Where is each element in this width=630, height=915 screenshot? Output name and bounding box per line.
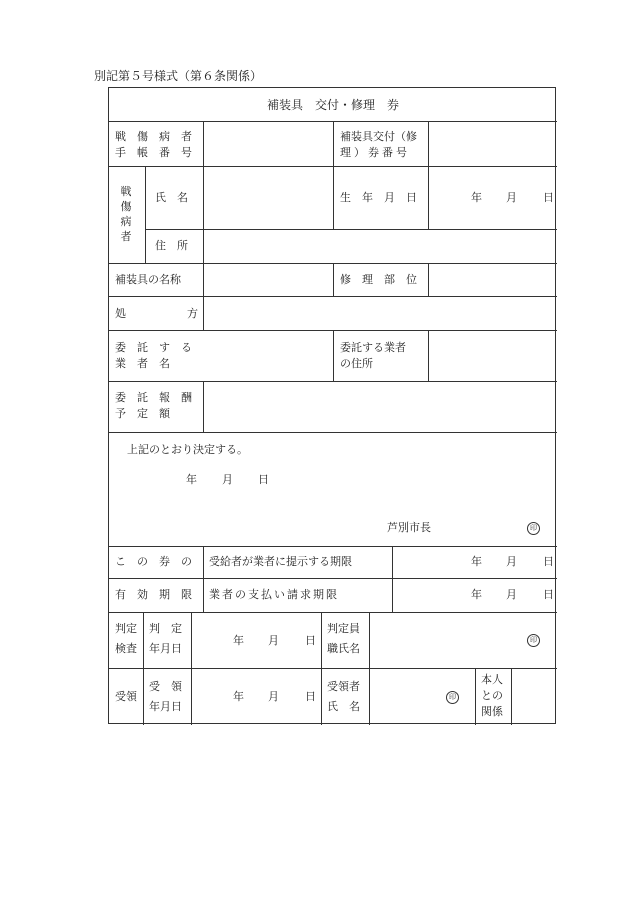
judge-date-label-2: 年月日 bbox=[149, 642, 182, 655]
receipt-year: 年 bbox=[233, 690, 244, 703]
decision-day: 日 bbox=[258, 473, 269, 486]
judge-date-label-1: 判 定 bbox=[149, 622, 182, 635]
rule bbox=[203, 121, 204, 167]
validity-year-2: 年 bbox=[471, 588, 482, 601]
relation-label-3: 関係 bbox=[481, 705, 503, 718]
device-name-label: 補装具の名称 bbox=[115, 273, 181, 286]
receipt-month: 月 bbox=[268, 690, 279, 703]
validity-left-2: 有 効 期 限 bbox=[115, 588, 192, 601]
validity-month-2: 月 bbox=[506, 588, 517, 601]
voucher-form bbox=[108, 87, 556, 724]
validity-year-1: 年 bbox=[471, 555, 482, 568]
receiver-seal-icon: 印 bbox=[446, 691, 459, 704]
vendor-name-label-1: 委 託 す る bbox=[115, 341, 192, 354]
fee-label-1: 委 託 報 酬 bbox=[115, 391, 192, 404]
vendor-addr-label-2: の住所 bbox=[340, 357, 373, 370]
judge-month: 月 bbox=[268, 634, 279, 647]
receipt-label: 受領 bbox=[115, 690, 137, 703]
form-caption: 別記第５号様式（第６条関係） bbox=[94, 69, 263, 83]
fee-label-2: 予 定 額 bbox=[115, 407, 170, 420]
rule bbox=[321, 612, 322, 725]
validity-day-1: 日 bbox=[543, 555, 554, 568]
mayor-seal-icon: 印 bbox=[527, 522, 540, 535]
rule bbox=[333, 263, 334, 297]
birth-day: 日 bbox=[543, 191, 554, 204]
decision-month: 月 bbox=[222, 473, 233, 486]
rule bbox=[428, 121, 429, 230]
judge-seal-icon: 印 bbox=[527, 634, 540, 647]
birth-year: 年 bbox=[471, 191, 482, 204]
rule bbox=[109, 612, 557, 613]
decision-year: 年 bbox=[186, 473, 197, 486]
rule bbox=[143, 612, 144, 725]
rule bbox=[428, 330, 429, 382]
receipt-date-label-1: 受 領 bbox=[149, 680, 182, 693]
validity-month-1: 月 bbox=[506, 555, 517, 568]
rule bbox=[109, 432, 557, 433]
techou-label-2: 手 帳 番 号 bbox=[115, 146, 192, 159]
senshobyosha-label: 戦傷病者 bbox=[120, 185, 132, 243]
rule bbox=[203, 546, 204, 613]
rule bbox=[392, 546, 393, 613]
relation-label-2: との bbox=[481, 689, 503, 702]
validity-day-2: 日 bbox=[543, 588, 554, 601]
birth-month: 月 bbox=[506, 191, 517, 204]
validity-left-1: こ の 券 の bbox=[115, 555, 192, 568]
judge-label-2: 検査 bbox=[115, 642, 137, 655]
rule bbox=[145, 229, 557, 230]
shohou-right: 方 bbox=[187, 307, 198, 320]
vendor-addr-label-1: 委託する業者 bbox=[340, 341, 406, 354]
rule bbox=[203, 166, 204, 331]
rule bbox=[109, 578, 557, 579]
mayor-label: 芦別市長 bbox=[387, 521, 431, 534]
shohou-left: 処 bbox=[115, 307, 126, 320]
rule bbox=[145, 166, 146, 264]
judge-label-1: 判定 bbox=[115, 622, 137, 635]
rule bbox=[109, 668, 557, 669]
rule bbox=[333, 330, 334, 382]
judge-year: 年 bbox=[233, 634, 244, 647]
repair-part-label: 修 理 部 位 bbox=[340, 273, 417, 286]
techou-label-1: 戦 傷 病 者 bbox=[115, 130, 192, 143]
receipt-day: 日 bbox=[305, 690, 316, 703]
decision-text: 上記のとおり決定する。 bbox=[127, 443, 248, 456]
rule bbox=[191, 612, 192, 725]
validity-mid-2: 業者の支払い請求期限 bbox=[209, 588, 339, 601]
ken-no-label-2: 理）券番号 bbox=[340, 146, 410, 159]
judge-day: 日 bbox=[305, 634, 316, 647]
rule bbox=[333, 121, 334, 230]
vendor-name-label-2: 業 者 名 bbox=[115, 357, 170, 370]
rule bbox=[428, 263, 429, 297]
ken-no-label-1: 補装具交付（修 bbox=[340, 130, 417, 143]
validity-mid-1: 受給者が業者に提示する期限 bbox=[209, 555, 352, 568]
form-title: 補装具 交付・修理 券 bbox=[266, 98, 399, 112]
receiver-label-2: 氏 名 bbox=[327, 700, 360, 713]
rule bbox=[369, 612, 370, 725]
rule bbox=[203, 381, 204, 433]
receipt-date-label-2: 年月日 bbox=[149, 700, 182, 713]
rule bbox=[511, 668, 512, 725]
rule bbox=[109, 546, 557, 547]
judge-person-label-1: 判定員 bbox=[327, 622, 360, 635]
rule bbox=[475, 668, 476, 725]
judge-person-label-2: 職氏名 bbox=[327, 642, 360, 655]
name-label: 氏 名 bbox=[155, 191, 188, 204]
birth-label: 生 年 月 日 bbox=[340, 191, 417, 204]
receiver-label-1: 受領者 bbox=[327, 680, 360, 693]
relation-label-1: 本人 bbox=[481, 673, 503, 686]
address-label: 住 所 bbox=[155, 239, 188, 252]
